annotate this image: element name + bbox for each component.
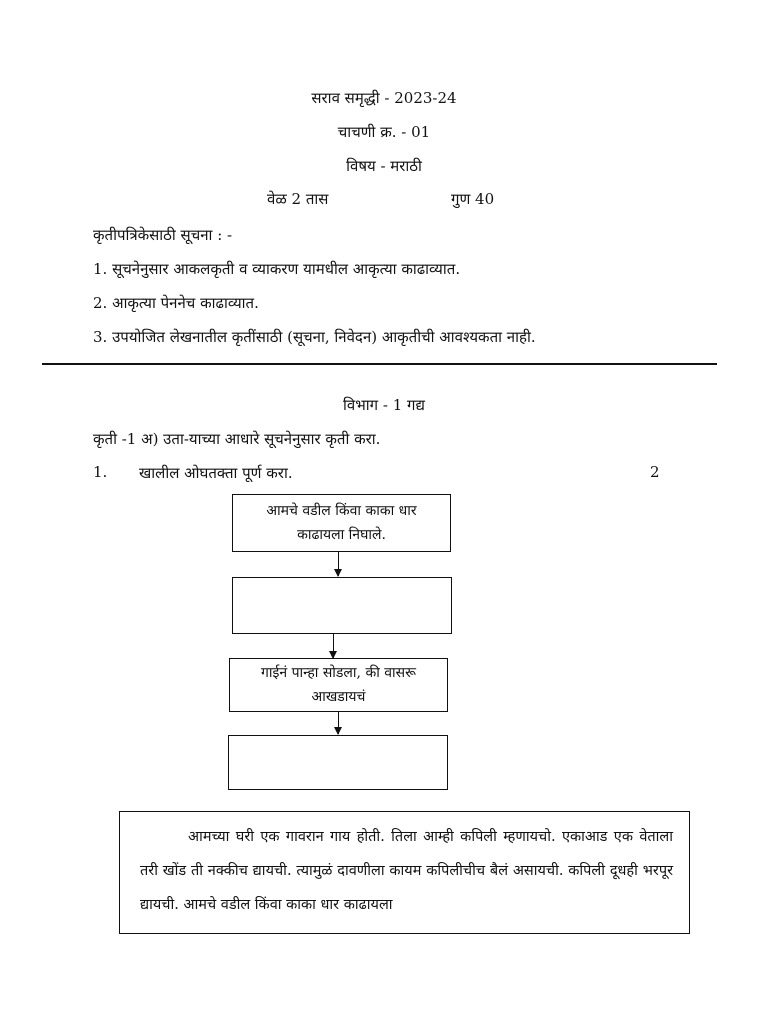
instruction-item: 1. सूचनेनुसार आकलकृती व व्याकरण यामधील आकृत्या काढाव्यात. <box>93 260 461 278</box>
flowchart-box-3: गाईनं पान्हा सोडला, की वासरू आखडायचं <box>229 658 448 712</box>
instruction-item: 2. आकृत्या पेननेच काढाव्यात. <box>93 294 259 312</box>
passage-box <box>119 811 690 934</box>
instructions-heading: कृतीपत्रिकेसाठी सूचना : - <box>93 226 233 244</box>
flow-arrow <box>338 712 339 734</box>
section-title: विभाग - 1 गद्य <box>343 396 425 414</box>
flow-arrow <box>338 552 339 576</box>
passage-text: आमच्या घरी एक गावरान गाय होती. तिला आम्ही कपिली म्हणायचो. एकाआड एक वेताला तरी खोंड ती नक्कीच द्यायची. त्यामुळं दावणीला कायम कपिलीचीच बैलं असायची. कपिली दूधही भरपूर द्यायची. आमचे वडील किंवा काका धार काढायला <box>140 829 673 913</box>
subject-line: विषय - मराठी <box>346 157 422 175</box>
question-number: 1. <box>93 463 108 481</box>
section-divider <box>42 363 717 365</box>
instruction-item: 3. उपयोजित लेखनातील कृतींसाठी (सूचना, निवेदन) आकृतीची आवश्यकता नाही. <box>93 328 536 346</box>
paper-title: सराव समृद्धी - 2023-24 <box>311 89 457 107</box>
flowchart-box-1: आमचे वडील किंवा काका धार काढायला निघाले. <box>232 494 451 552</box>
test-number: चाचणी क्र. - 01 <box>337 123 431 141</box>
flowchart-box-2-blank <box>232 577 452 634</box>
total-marks: गुण 40 <box>451 190 495 208</box>
question-text: खालील ओघतक्ता पूर्ण करा. <box>139 464 293 482</box>
time-allowed: वेळ 2 तास <box>267 190 329 208</box>
flowchart-box-4-blank <box>228 735 448 790</box>
question-marks: 2 <box>650 463 660 481</box>
activity-heading: कृती -1 अ) उता-याच्या आधारे सूचनेनुसार कृती करा. <box>93 430 381 448</box>
flow-arrow <box>333 634 334 658</box>
